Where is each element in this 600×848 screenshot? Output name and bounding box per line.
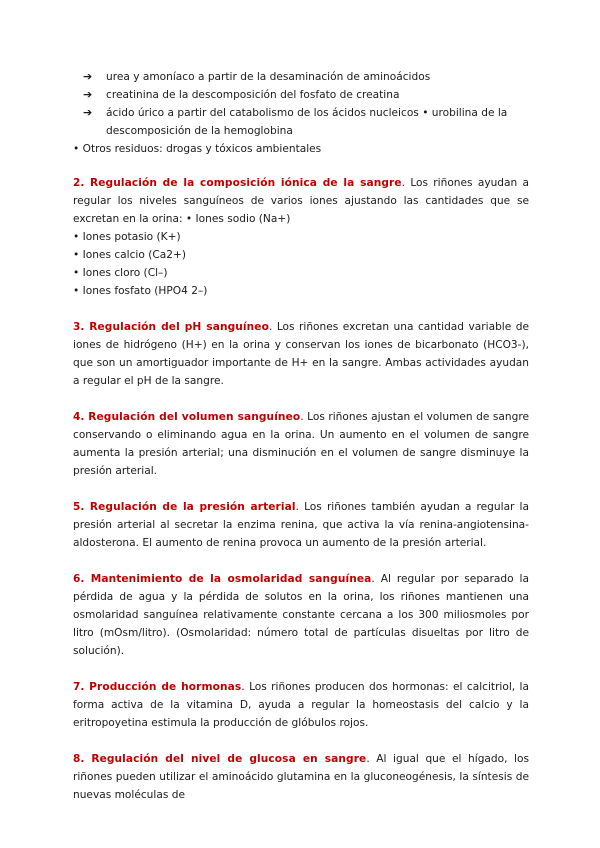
- section-blood-pressure: 5. Regulación de la presión arterial. Los riñones también ayudan a regular la presión arterial al secretar la enzima renina, que activa la vía renina-angiotensina-aldosterona. El aumento de renina provoca un aumento de la presión arterial.: [73, 501, 529, 549]
- section-number: 6: [73, 573, 81, 585]
- section-text: . Al igual que el hígado, los riñones pueden utilizar el aminoácido glutamina en la gluconeogénesis, la síntesis de nuevas moléculas de: [73, 753, 530, 801]
- section-number: 8: [73, 753, 81, 765]
- section-text: . Al regular por separado la pérdida de agua y la pérdida de solutos en la orina, los riñones mantienen una osmolaridad sanguínea relativamente constante cercana a los 300 miliosmoles por litro (mOsm/litro). (Osmolaridad: número total de partículas disueltas por litro de solución).: [73, 573, 529, 657]
- ion-list: [73, 228, 529, 300]
- section-title: Regulación del volumen sanguíneo: [88, 411, 301, 423]
- list-item-text: ácido úrico a partir del catabolismo de los ácidos nucleicos • urobilina de la descomposición de la hemoglobina: [106, 107, 508, 137]
- list-item: [73, 104, 529, 140]
- list-item: • Iones calcio (Ca2+): [73, 249, 186, 261]
- section-text: . Los riñones ayudan a regular los niveles sanguíneos de varios iones ajustando las cantidades que se excretan en la orina: • Iones sodio (Na+): [73, 177, 529, 225]
- section-number: 4: [73, 411, 81, 423]
- section-number: 3: [73, 321, 81, 333]
- section-osmolarity: 6. Mantenimiento de la osmolaridad sanguínea. Al regular por separado la pérdida de agua y la pérdida de solutos en la orina, los riñones mantienen una osmolaridad sanguínea relativamente constante cercana a los 300 miliosmoles por litro (mOsm/litro). (Osmolaridad: número total de partículas disueltas por litro de solución).: [73, 573, 529, 657]
- section-title: Regulación de la composición iónica de la sangre: [90, 177, 402, 189]
- list-item: [73, 68, 529, 86]
- section-title: Regulación de la presión arterial: [89, 501, 296, 513]
- list-item: • Iones fosfato (HPO4 2–): [73, 285, 208, 297]
- arrow-icon: ➔: [83, 88, 93, 101]
- list-item: • Iones potasio (K+): [73, 231, 181, 243]
- section-text: . Los riñones ajustan el volumen de sangre conservando o eliminando agua en la orina. Un aumento en el volumen de sangre aumenta la presión arterial; una disminución en el volumen de sangre disminuye la presión arterial.: [73, 411, 529, 477]
- list-item-text: urea y amoníaco a partir de la desaminación de aminoácidos: [106, 71, 431, 83]
- arrow-icon: ➔: [83, 70, 93, 83]
- section-title: Mantenimiento de la osmolaridad sanguínea: [90, 573, 372, 585]
- section-blood-volume: 4. Regulación del volumen sanguíneo. Los riñones ajustan el volumen de sangre conservando o eliminando agua en la orina. Un aumento en el volumen de sangre aumenta la presión arterial; una disminución en el volumen de sangre disminuye la presión arterial.: [73, 411, 529, 477]
- list-item-text: creatinina de la descomposición del fosfato de creatina: [106, 89, 400, 101]
- section-title: Producción de hormonas: [89, 681, 242, 693]
- section-text: . Los riñones excretan una cantidad variable de iones de hidrógeno (H+) en la orina y conservan los iones de bicarbonato (HCO3-), que son un amortiguador importante de H+ en la sangre. Ambas actividades ayudan a regular el pH de la sangre.: [73, 321, 529, 387]
- section-number: 2: [73, 177, 81, 189]
- section-ph: 3. Regulación del pH sanguíneo. Los riñones excretan una cantidad variable de iones de hidrógeno (H+) en la orina y conservan los iones de bicarbonato (HCO3-), que son un amortiguador importante de H+ en la sangre. Ambas actividades ayudan a regular el pH de la sangre.: [73, 321, 529, 387]
- list-item: • Iones cloro (Cl–): [73, 267, 168, 279]
- section-title: Regulación del nivel de glucosa en sangre: [91, 753, 367, 765]
- section-hormones: 7. Producción de hormonas. Los riñones producen dos hormonas: el calcitriol, la forma activa de la vitamina D, ayuda a regular la homeostasis del calcio y la eritropoyetina estimula la producción de glóbulos rojos.: [73, 681, 529, 729]
- arrow-icon: ➔: [83, 106, 93, 119]
- section-ionic-composition: 2. Regulación de la composición iónica de la sangre. Los riñones ayudan a regular los niveles sanguíneos de varios iones ajustando las cantidades que se excretan en la orina: • Iones sodio (Na+) • Iones potasio (K+) • Iones calcio (Ca2+) • Iones cloro (Cl–) • Iones fosfato (HPO4 2–): [73, 174, 529, 300]
- list-item: [73, 86, 529, 104]
- section-glucose: 8. Regulación del nivel de glucosa en sangre. Al igual que el hígado, los riñones pueden utilizar el aminoácido glutamina en la gluconeogénesis, la síntesis de nuevas moléculas de: [73, 753, 530, 801]
- section-number: 5: [73, 501, 81, 513]
- section-text: . Los riñones también ayudan a regular la presión arterial al secretar la enzima renina, que activa la vía renina-angiotensina-aldosterona. El aumento de renina provoca un aumento de la presión arterial.: [73, 501, 529, 549]
- waste-products-list: [73, 68, 529, 158]
- section-number: 7: [73, 681, 81, 693]
- document-body: [73, 68, 529, 804]
- section-text: . Los riñones producen dos hormonas: el calcitriol, la forma activa de la vitamina D, ayuda a regular la homeostasis del calcio y la eritropoyetina estimula la producción de glóbulos rojos.: [73, 681, 529, 729]
- other-waste-line: • Otros residuos: drogas y tóxicos ambientales: [73, 143, 322, 155]
- section-title: Regulación del pH sanguíneo: [89, 321, 269, 333]
